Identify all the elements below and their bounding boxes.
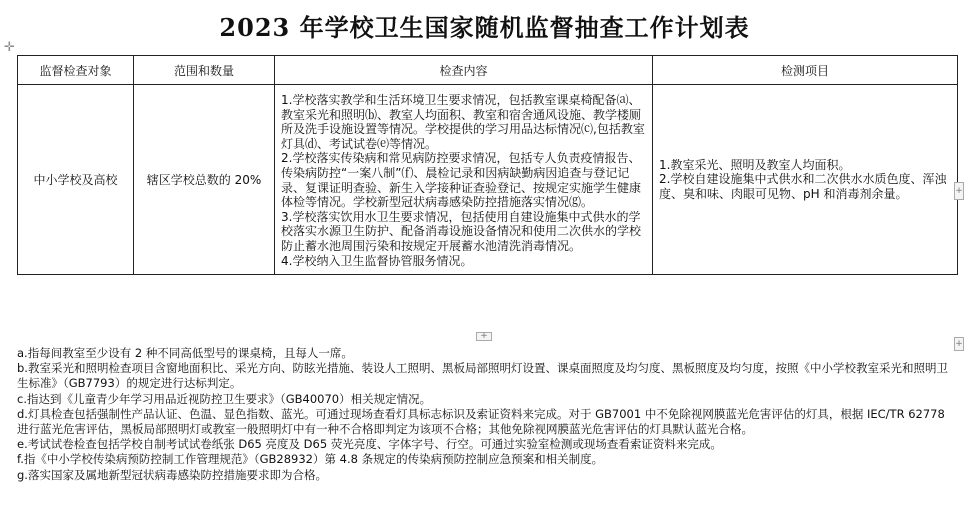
items-item-1: 1.教室采光、照明及教室人均面积。: [659, 157, 851, 172]
cell-items: [653, 85, 958, 275]
resize-handle-right-icon[interactable]: +: [954, 182, 964, 200]
resize-handle-corner-icon[interactable]: +: [955, 339, 963, 349]
cell-content: [275, 85, 653, 275]
cell-target: 中小学校及高校: [18, 85, 134, 275]
cell-scope: 辖区学校总数的 20%: [134, 85, 275, 275]
content-item-2: 2.学校落实传染病和常见病防控要求情况，包括专人负责疫情报告、传染病防控“一案八制”⒡、晨检记录和因病缺勤病因追查与登记记录、复课证明查验、新生入学接种证查验登记、按规定实施学生健康体检等情况。学校新型冠状病毒感染防控措施落实情况⒢。: [281, 151, 642, 210]
plan-table: [17, 55, 958, 275]
footnote-c: c.指达到《儿童青少年学习用品近视防控卫生要求》（GB40070）相关规定情况。: [17, 391, 432, 406]
footnotes: [17, 346, 957, 483]
content-item-1: 1.学校落实教学和生活环境卫生要求情况，包括教室课桌椅配备⒜、教室采光和照明⒝、教室人均面积、教室和宿舍通风设施、教学楼厕所及洗手设施设置等情况。学校提供的学习用品达标情况⒞,包括教室灯具⒟、考试试卷⒠等情况。: [281, 93, 645, 151]
resize-handle-bottom-icon[interactable]: +: [476, 332, 492, 341]
footnote-f: f.指《中小学校传染病预防控制工作管理规范》（GB28932）第 4.8 条规定的传染病预防控制应急预案和相关制度。: [17, 452, 604, 467]
footnote-a: a.指每间教室至少设有 2 种不同高低型号的课桌椅，且每人一席。: [17, 346, 353, 360]
move-handle-icon[interactable]: ✛: [4, 40, 15, 55]
footnote-g: g.落实国家及属地新型冠状病毒感染防控措施要求即为合格。: [17, 467, 327, 482]
header-target: 监督检查对象: [18, 56, 134, 85]
page-title: 2023 年学校卫生国家随机监督抽查工作计划表: [219, 13, 750, 42]
table-header-row: [18, 56, 958, 85]
footnote-d: d.灯具检查包括强制性产品认证、色温、显色指数、蓝光。可通过现场查看灯具标志标识及索证资料来完成。对于 GB7001 中不免除视网膜蓝光危害评估的灯具，根据 IEC/TR 62778 进行蓝光危害评估，黑板局部照明灯或教室一般照明灯中有一种不合格即判定为该项不合格；其他免除视网膜蓝光危害评估的灯具默认蓝光合格。: [17, 406, 945, 437]
items-item-2: 2.学校自建设施集中式供水和二次供水水质色度、浑浊度、臭和味、肉眼可见物、pH 和消毒剂余量。: [659, 172, 947, 201]
header-content: 检查内容: [275, 56, 653, 85]
header-scope: 范围和数量: [134, 56, 275, 85]
footnote-e: e.考试试卷检查包括学校自制考试试卷纸张 D65 亮度及 D65 荧光亮度、字体字号、行空。可通过实验室检测或现场查看索证资料来完成。: [17, 437, 722, 452]
content-item-3: 3.学校落实饮用水卫生要求情况，包括使用自建设施集中式供水的学校落实水源卫生防护、配备消毒设施设备情况和使用二次供水的学校防止蓄水池周围污染和按规定开展蓄水池清洗消毒情况。: [281, 209, 642, 253]
content-item-4: 4.学校纳入卫生监督协管服务情况。: [281, 253, 473, 268]
header-items: 检测项目: [653, 56, 958, 85]
footnote-b: b.教室采光和照明检查项目含窗地面积比、采光方向、防眩光措施、装设人工照明、黑板局部照明灯设置、课桌面照度及均匀度、黑板照度及均匀度，按照《中小学校教室采光和照明卫生标准》（GB7793）的规定进行达标判定。: [17, 361, 948, 391]
table-row: [18, 85, 958, 275]
